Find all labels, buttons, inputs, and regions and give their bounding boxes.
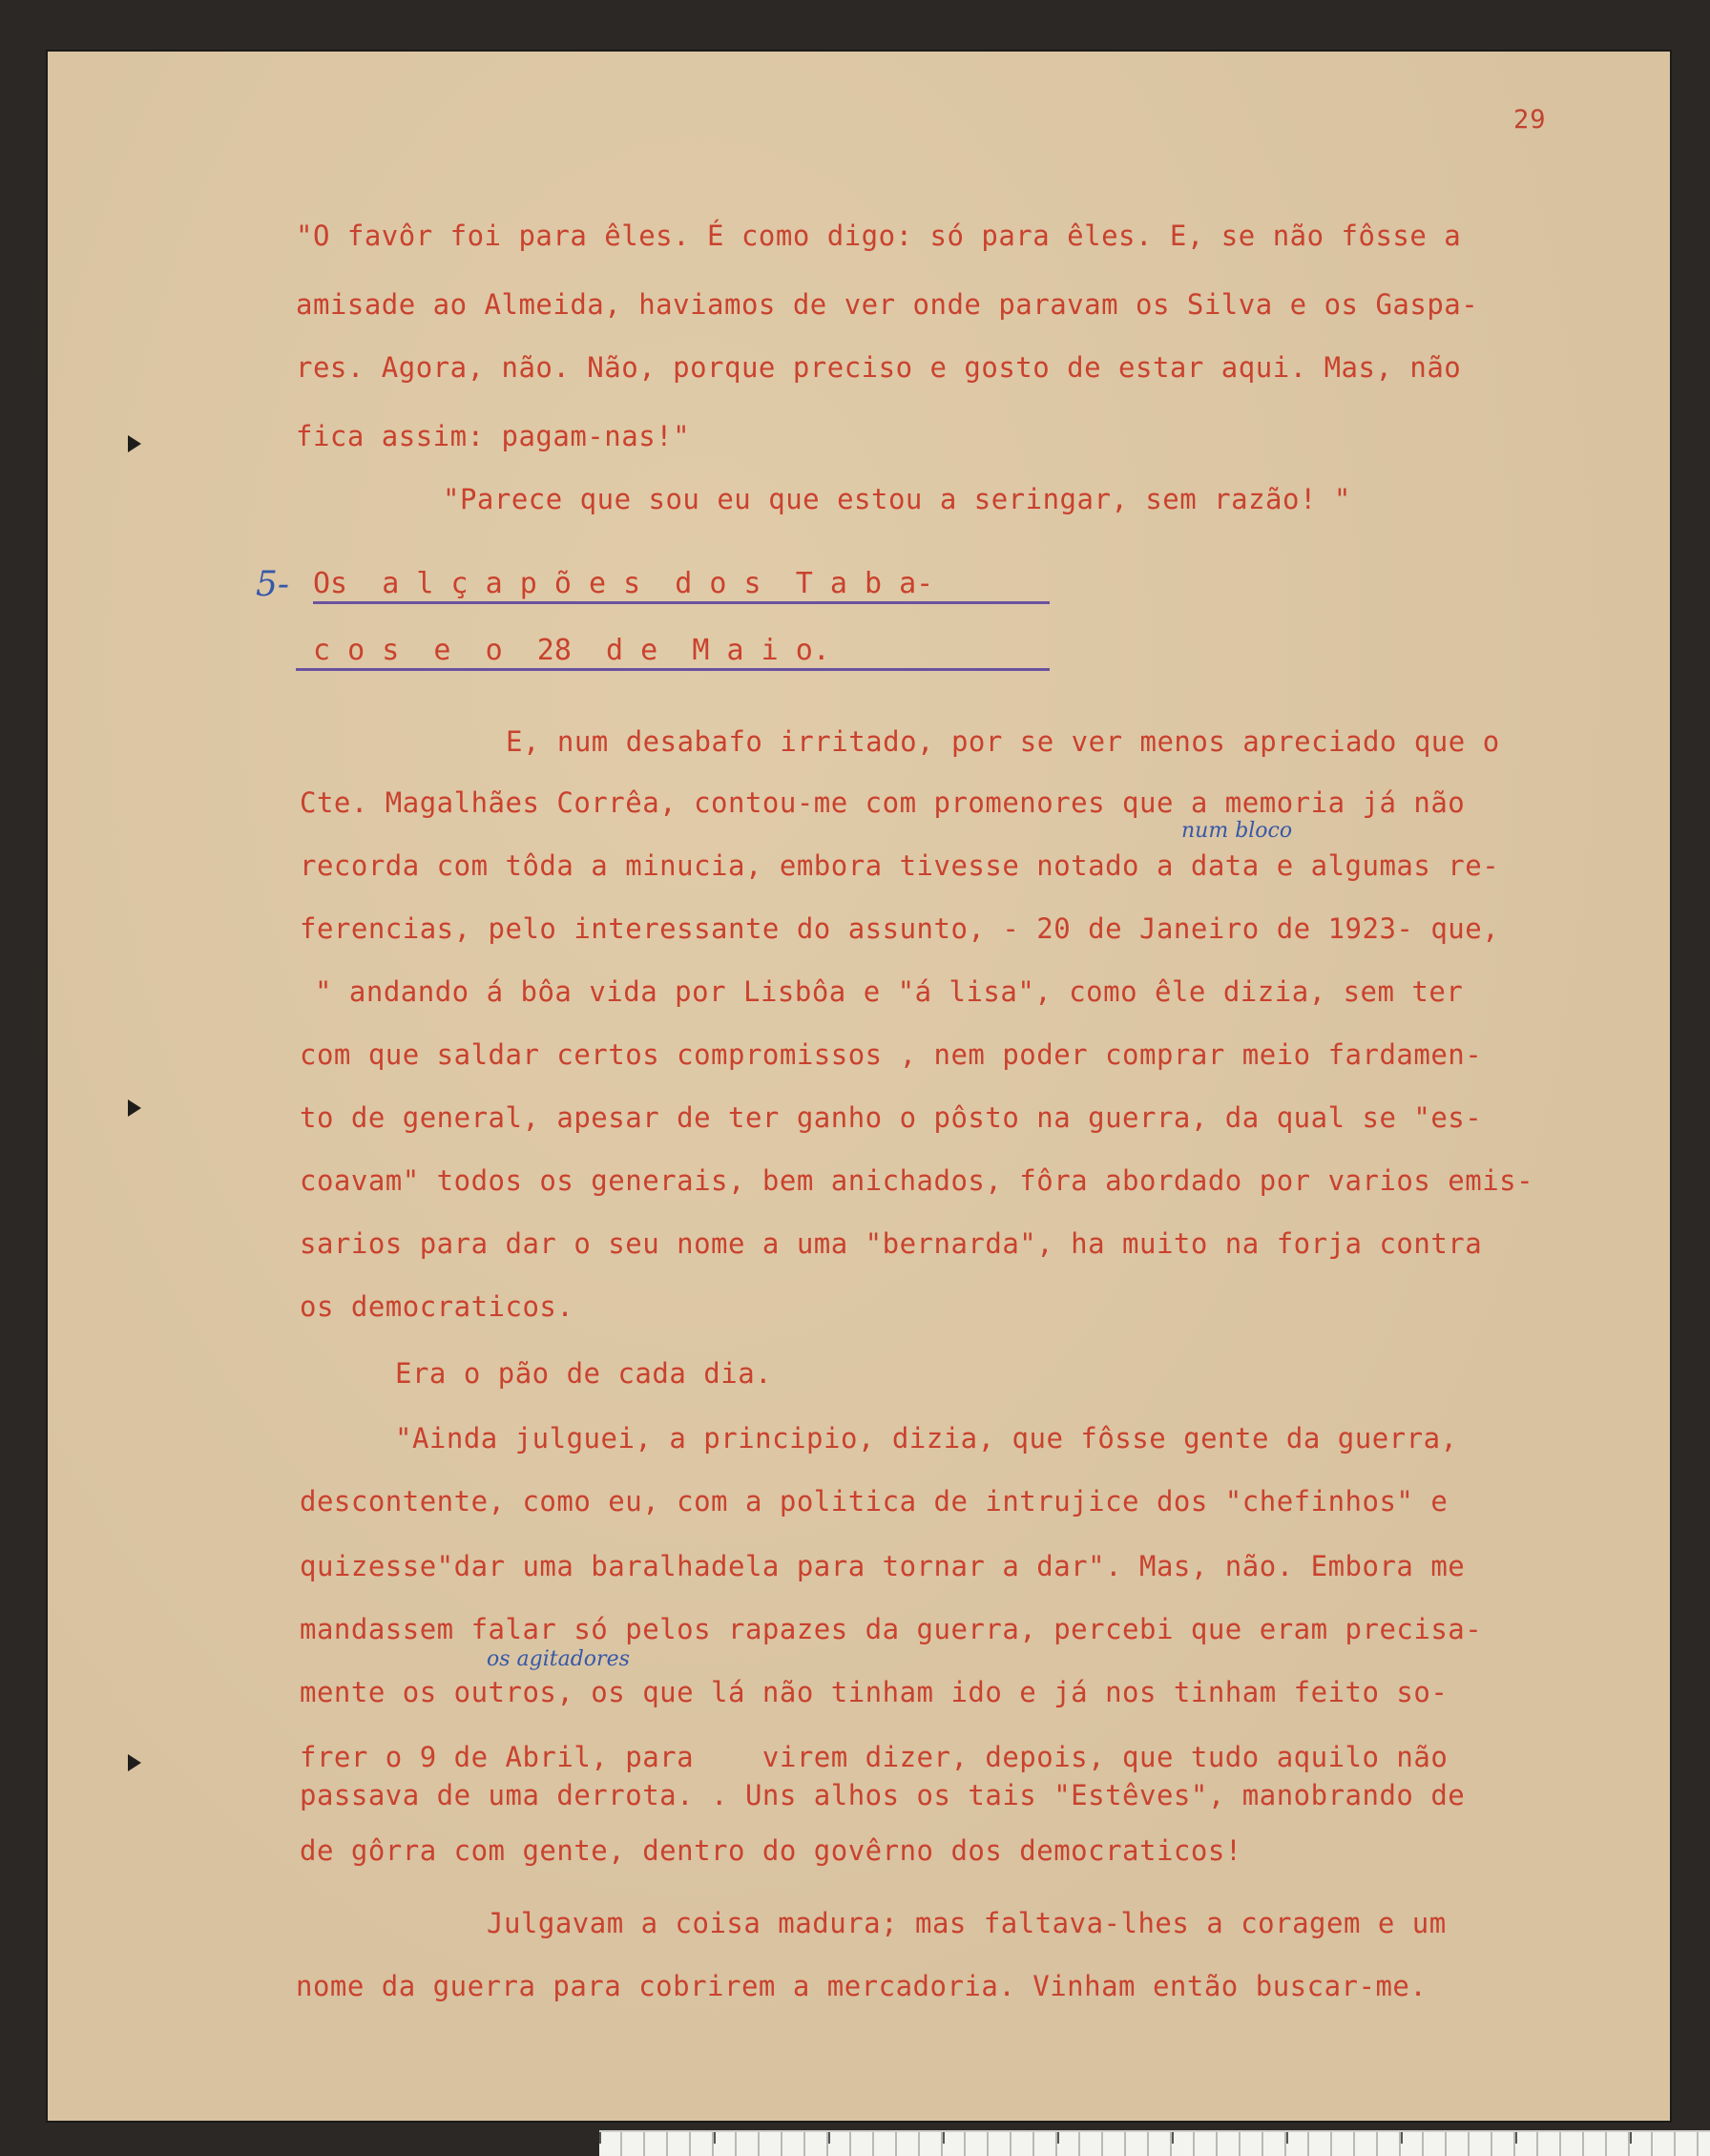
text-line: passava de uma derrota. . Uns alhos os tais "Estêves", manobrando de xyxy=(300,1779,1466,1811)
text-line: "Ainda julguei, a principio, dizia, que fôsse gente da guerra, xyxy=(395,1422,1458,1455)
text-line: fica assim: pagam-nas!" xyxy=(296,420,691,452)
punch-mark xyxy=(128,1754,141,1771)
text-line: com que saldar certos compromissos , nem poder comprar meio fardamen- xyxy=(300,1038,1483,1071)
text-line: nome da guerra para cobrirem a mercadoria. Vinham então buscar-me. xyxy=(296,1970,1428,2002)
document-page xyxy=(46,50,1672,2123)
text-line: sarios para dar o seu nome a uma "bernarda", ha muito na forja contra xyxy=(300,1227,1483,1260)
text-line: frer o 9 de Abril, para virem dizer, depois, que tudo aquilo não xyxy=(300,1741,1449,1773)
page-number: 29 xyxy=(1513,105,1547,135)
text-line: Julgavam a coisa madura; mas faltava-lhes a coragem e um xyxy=(487,1907,1447,1939)
text-line: "O favôr foi para êles. É como digo: só para êles. E, se não fôsse a xyxy=(296,220,1462,252)
text-line: " andando á bôa vida por Lisbôa e "á lisa", como êle dizia, sem ter xyxy=(315,975,1464,1008)
punch-mark xyxy=(128,1099,141,1117)
heading-underline xyxy=(313,601,1050,604)
text-line: de gôrra com gente, dentro do govêrno dos democraticos! xyxy=(300,1834,1242,1867)
text-line: to de general, apesar de ter ganho o pôsto na guerra, da qual se "es- xyxy=(300,1101,1483,1134)
text-line: "Parece que sou eu que estou a seringar, sem razão! " xyxy=(443,483,1351,515)
text-line: ferencias, pelo interessante do assunto, - 20 de Janeiro de 1923- que, xyxy=(300,912,1500,945)
text-line: mandassem falar só pelos rapazes da guerra, percebi que eram precisa- xyxy=(300,1613,1483,1645)
text-line: res. Agora, não. Não, porque preciso e gosto de estar aqui. Mas, não xyxy=(296,351,1462,384)
handwritten-annotation: os agitadores xyxy=(487,1647,630,1671)
text-line: quizesse"dar uma baralhadela para tornar a dar". Mas, não. Embora me xyxy=(300,1550,1466,1582)
text-line: Cte. Magalhães Corrêa, contou-me com promenores que a memoria já não xyxy=(300,786,1466,819)
punch-mark xyxy=(128,435,141,452)
text-line: recorda com tôda a minucia, embora tivesse notado a data e algumas re- xyxy=(300,849,1500,882)
color-scale-ruler xyxy=(599,2130,1710,2156)
text-line: amisade ao Almeida, haviamos de ver onde paravam os Silva e os Gaspa- xyxy=(296,288,1479,321)
section-number: 5- xyxy=(256,565,290,604)
heading-underline xyxy=(296,668,1050,671)
text-line: mente os outros, os que lá não tinham ido e já nos tinham feito so- xyxy=(300,1676,1449,1708)
section-heading-line-2: c o s e o 28 d e M a i o. xyxy=(313,634,830,667)
handwritten-annotation: num bloco xyxy=(1181,819,1293,843)
text-line: os democraticos. xyxy=(300,1290,574,1323)
text-line: descontente, como eu, com a politica de intrujice dos "chefinhos" e xyxy=(300,1485,1449,1518)
text-line: Era o pão de cada dia. xyxy=(395,1357,773,1390)
text-line: E, num desabafo irritado, por se ver menos apreciado que o xyxy=(506,725,1500,758)
section-heading-line-1: Os a l ç a p õ e s d o s T a b a- xyxy=(313,567,934,600)
text-line: coavam" todos os generais, bem anichados, fôra abordado por varios emis- xyxy=(300,1164,1534,1197)
